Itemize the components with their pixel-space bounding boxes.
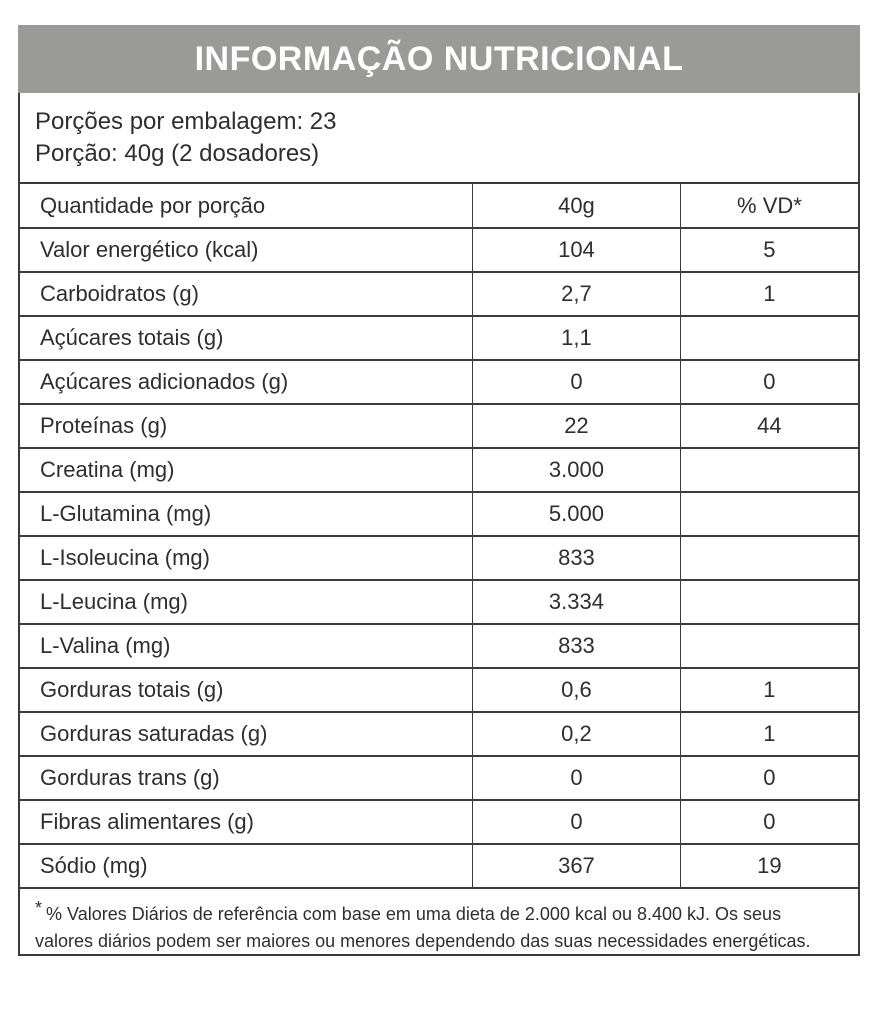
- footnote-line-2: [35, 928, 843, 955]
- nutrient-daily-value: 1: [680, 272, 858, 316]
- footnote-text-2: valores diários podem ser maiores ou menores dependendo das suas necessidades energéticas.: [35, 931, 811, 951]
- table-row: [20, 228, 858, 272]
- nutrient-daily-value: [680, 448, 858, 492]
- nutrient-daily-value: 0: [680, 800, 858, 844]
- label-title: INFORMAÇÃO NUTRICIONAL: [194, 39, 684, 78]
- nutrient-amount: 0,2: [473, 712, 681, 756]
- table-header-row: [20, 184, 858, 228]
- nutrient-name: Valor energético (kcal): [20, 228, 473, 272]
- nutrient-daily-value: 5: [680, 228, 858, 272]
- nutrient-amount: 0: [473, 756, 681, 800]
- footnote: [20, 889, 858, 954]
- table-row: [20, 800, 858, 844]
- nutrient-name: Gorduras trans (g): [20, 756, 473, 800]
- nutrient-name: Açúcares totais (g): [20, 316, 473, 360]
- table-row: [20, 360, 858, 404]
- table-row: [20, 448, 858, 492]
- nutrient-name: L-Glutamina (mg): [20, 492, 473, 536]
- nutrient-amount: 0: [473, 800, 681, 844]
- nutrient-name: Sódio (mg): [20, 844, 473, 888]
- nutrient-daily-value: [680, 316, 858, 360]
- nutrient-amount: 5.000: [473, 492, 681, 536]
- nutrient-name: Gorduras saturadas (g): [20, 712, 473, 756]
- column-header-nutrient: Quantidade por porção: [20, 184, 473, 228]
- nutrient-amount: 3.000: [473, 448, 681, 492]
- table-row: [20, 624, 858, 668]
- nutrient-daily-value: [680, 492, 858, 536]
- table-row: [20, 668, 858, 712]
- nutrient-daily-value: 0: [680, 360, 858, 404]
- nutrient-daily-value: 44: [680, 404, 858, 448]
- label-content-box: [18, 93, 860, 956]
- nutrient-daily-value: 1: [680, 668, 858, 712]
- footnote-text-1: % Valores Diários de referência com base em uma dieta de 2.000 kcal ou 8.400 kJ. Os seus: [46, 904, 782, 924]
- nutrient-amount: 0,6: [473, 668, 681, 712]
- serving-info: [20, 93, 858, 184]
- table-row: [20, 492, 858, 536]
- table-row: [20, 404, 858, 448]
- serving-size: Porção: 40g (2 dosadores): [35, 139, 320, 167]
- footnote-line-1: [35, 895, 843, 928]
- nutrient-name: L-Leucina (mg): [20, 580, 473, 624]
- nutrient-name: Carboidratos (g): [20, 272, 473, 316]
- nutrient-amount: 3.334: [473, 580, 681, 624]
- column-header-amount: 40g: [473, 184, 681, 228]
- table-row: [20, 316, 858, 360]
- nutrient-amount: 2,7: [473, 272, 681, 316]
- nutrient-name: Creatina (mg): [20, 448, 473, 492]
- nutrient-amount: 104: [473, 228, 681, 272]
- nutrient-daily-value: 19: [680, 844, 858, 888]
- nutrient-amount: 0: [473, 360, 681, 404]
- table-row: [20, 844, 858, 888]
- nutrient-name: Fibras alimentares (g): [20, 800, 473, 844]
- table-row: [20, 712, 858, 756]
- nutrient-daily-value: 0: [680, 756, 858, 800]
- column-header-daily-value: % VD*: [680, 184, 858, 228]
- nutrient-name: Proteínas (g): [20, 404, 473, 448]
- servings-per-package: Porções por embalagem: 23: [35, 107, 337, 135]
- nutrient-amount: 1,1: [473, 316, 681, 360]
- nutrient-name: L-Valina (mg): [20, 624, 473, 668]
- table-body: [20, 228, 858, 888]
- nutrient-amount: 22: [473, 404, 681, 448]
- table-row: [20, 580, 858, 624]
- nutrition-table: [20, 184, 858, 889]
- table-row: [20, 536, 858, 580]
- nutrient-name: L-Isoleucina (mg): [20, 536, 473, 580]
- nutrient-name: Gorduras totais (g): [20, 668, 473, 712]
- nutrient-amount: 833: [473, 536, 681, 580]
- table-row: [20, 272, 858, 316]
- nutrient-daily-value: [680, 536, 858, 580]
- nutrient-daily-value: [680, 624, 858, 668]
- nutrition-label: [18, 25, 860, 956]
- nutrient-amount: 833: [473, 624, 681, 668]
- table-row: [20, 756, 858, 800]
- nutrient-daily-value: 1: [680, 712, 858, 756]
- title-bar: [18, 25, 860, 93]
- nutrient-name: Açúcares adicionados (g): [20, 360, 473, 404]
- footnote-asterisk: *: [35, 898, 43, 918]
- nutrient-daily-value: [680, 580, 858, 624]
- nutrient-amount: 367: [473, 844, 681, 888]
